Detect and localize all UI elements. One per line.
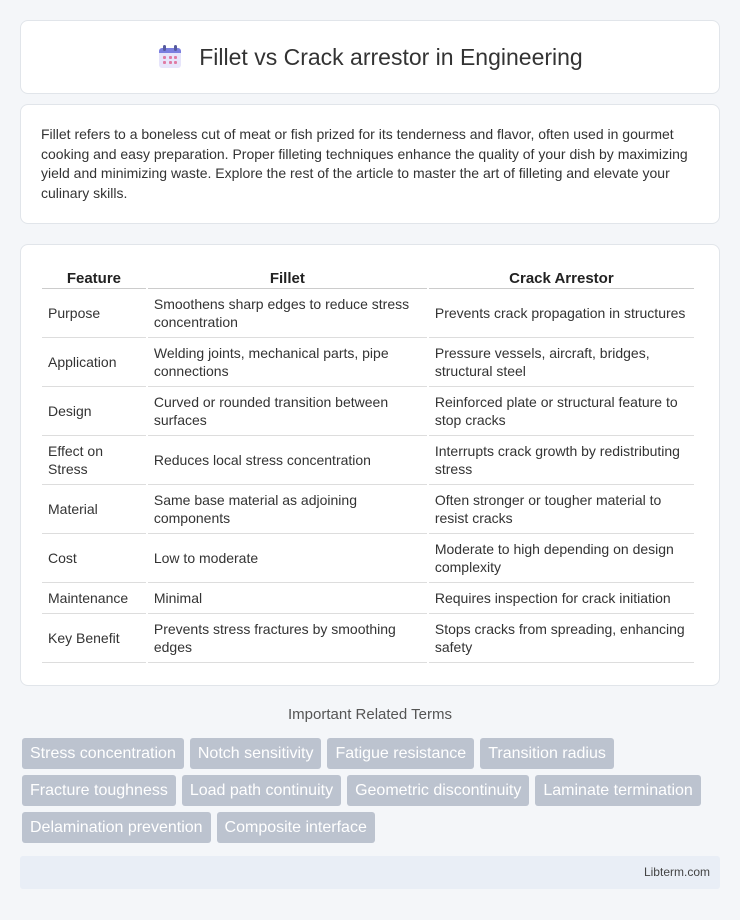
title-card bbox=[20, 20, 720, 94]
table-row bbox=[42, 614, 694, 663]
tag-geometric-discontinuity[interactable]: Geometric discontinuity bbox=[347, 775, 529, 806]
table-row bbox=[42, 534, 694, 583]
table-cell: Interrupts crack growth by redistributing stress bbox=[429, 436, 694, 485]
table-cell: Application bbox=[42, 338, 146, 387]
table-cell: Moderate to high depending on design complexity bbox=[429, 534, 694, 583]
table-cell: Curved or rounded transition between surfaces bbox=[148, 387, 427, 436]
footer-site-link[interactable]: Libterm.com bbox=[643, 865, 710, 879]
table-cell: Often stronger or tougher material to resist cracks bbox=[429, 485, 694, 534]
table-cell: Prevents stress fractures by smoothing edges bbox=[148, 614, 427, 663]
table-cell: Prevents crack propagation in structures bbox=[429, 289, 694, 338]
table-row bbox=[42, 583, 694, 614]
tag-transition-radius[interactable]: Transition radius bbox=[480, 738, 614, 769]
intro-paragraph: Fillet refers to a boneless cut of meat or fish prized for its tenderness and flavor, often used in gourmet cooking and easy preparation. Proper filleting techniques enhance the quality of your dish by maximizing yield and minimizing waste. Explore the rest of the article to master the art of filleting and elevate your culinary skills. bbox=[41, 126, 688, 201]
tag-fracture-toughness[interactable]: Fracture toughness bbox=[22, 775, 176, 806]
tag-delamination-prevention[interactable]: Delamination prevention bbox=[22, 812, 211, 843]
table-cell: Same base material as adjoining components bbox=[148, 485, 427, 534]
column-header-crack-arrestor: Crack Arrestor bbox=[429, 265, 694, 289]
table-cell: Requires inspection for crack initiation bbox=[429, 583, 694, 614]
table-row bbox=[42, 387, 694, 436]
table-cell: Design bbox=[42, 387, 146, 436]
table-cell: Effect on Stress bbox=[42, 436, 146, 485]
table-cell: Pressure vessels, aircraft, bridges, structural steel bbox=[429, 338, 694, 387]
comparison-table-card bbox=[20, 244, 720, 686]
comparison-table bbox=[40, 265, 696, 663]
table-row bbox=[42, 338, 694, 387]
page-title: Fillet vs Crack arrestor in Engineering bbox=[199, 43, 583, 70]
intro-card bbox=[20, 104, 720, 224]
tag-notch-sensitivity[interactable]: Notch sensitivity bbox=[190, 738, 322, 769]
table-cell: Welding joints, mechanical parts, pipe connections bbox=[148, 338, 427, 387]
table-cell: Smoothens sharp edges to reduce stress concentration bbox=[148, 289, 427, 338]
column-header-fillet: Fillet bbox=[148, 265, 427, 289]
calendar-icon bbox=[157, 44, 183, 70]
table-cell: Reinforced plate or structural feature to stop cracks bbox=[429, 387, 694, 436]
tag-stress-concentration[interactable]: Stress concentration bbox=[22, 738, 184, 769]
table-cell: Key Benefit bbox=[42, 614, 146, 663]
table-cell: Maintenance bbox=[42, 583, 146, 614]
table-cell: Material bbox=[42, 485, 146, 534]
tag-fatigue-resistance[interactable]: Fatigue resistance bbox=[327, 738, 474, 769]
table-cell: Stops cracks from spreading, enhancing safety bbox=[429, 614, 694, 663]
table-row bbox=[42, 289, 694, 338]
tag-load-path-continuity[interactable]: Load path continuity bbox=[182, 775, 341, 806]
related-terms-tags bbox=[22, 738, 722, 849]
footer bbox=[20, 856, 720, 889]
tag-laminate-termination[interactable]: Laminate termination bbox=[535, 775, 700, 806]
related-terms-title: Important Related Terms bbox=[288, 706, 452, 723]
column-header-feature: Feature bbox=[42, 265, 146, 289]
table-cell: Minimal bbox=[148, 583, 427, 614]
table-row bbox=[42, 485, 694, 534]
table-row bbox=[42, 436, 694, 485]
table-cell: Low to moderate bbox=[148, 534, 427, 583]
table-cell: Purpose bbox=[42, 289, 146, 338]
tag-composite-interface[interactable]: Composite interface bbox=[217, 812, 375, 843]
table-cell: Reduces local stress concentration bbox=[148, 436, 427, 485]
table-cell: Cost bbox=[42, 534, 146, 583]
